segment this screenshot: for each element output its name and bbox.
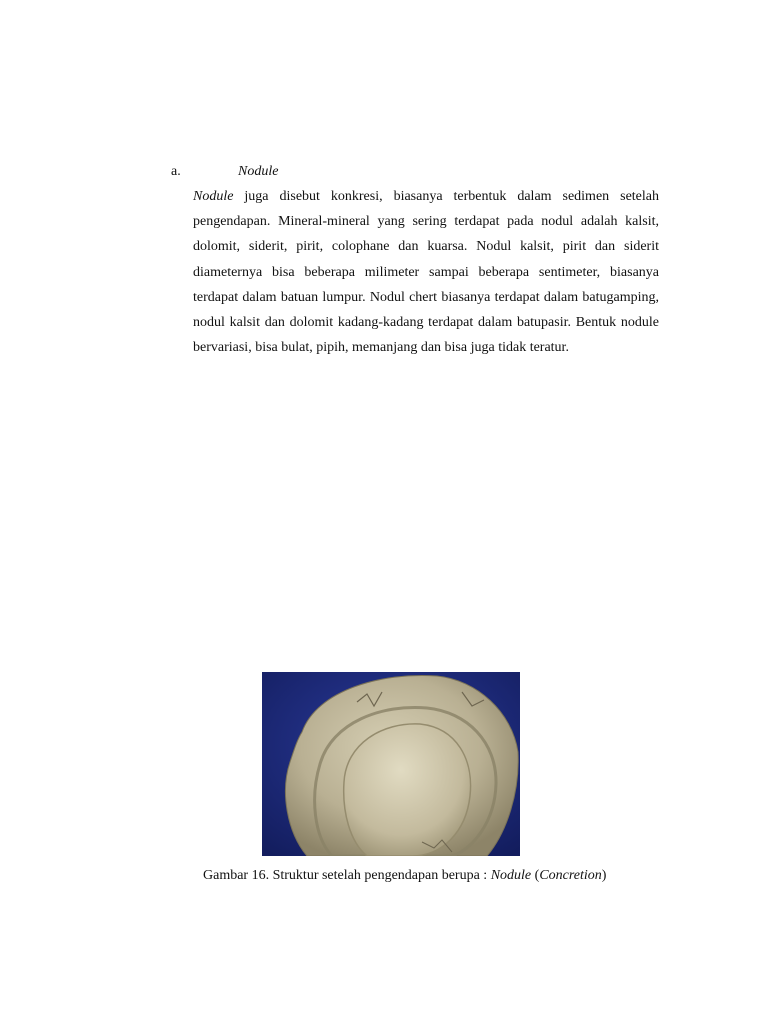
section-title: Nodule (238, 164, 279, 179)
caption-term: Nodule (490, 868, 532, 883)
caption-close-paren: ) (601, 868, 607, 883)
caption-prefix: Gambar 16. Struktur setelah pengendapan berupa : (203, 868, 491, 883)
section-label: a. (171, 164, 181, 179)
figure-caption (203, 866, 606, 886)
caption-term-alt: Concretion (539, 868, 602, 883)
nodule-photo (262, 672, 520, 856)
caption-open-paren: ( (531, 868, 540, 883)
body-paragraph (193, 184, 659, 360)
nodule-core (344, 724, 471, 856)
lead-term: Nodule (193, 189, 234, 204)
nodule-photo-illustration (262, 672, 520, 856)
paragraph-text: juga disebut konkresi, biasanya terbentuk dalam sedimen setelah pengendapan. Mineral-mineral yang sering terdapat pada nodul adalah kalsit, dolomit, siderit, pirit, colophane dan kuarsa. Nodul kalsit, pirit dan siderit diameternya bisa beberapa milimeter sampai beberapa sentimeter, biasanya terdapat dalam batuan lumpur. Nodul chert biasanya terdapat dalam batugamping, nodul kalsit dan dolomit kadang-kadang terdapat dalam batupasir. Bentuk nodule bervariasi, bisa bulat, pipih, memanjang dan bisa juga tidak teratur. (193, 189, 659, 356)
